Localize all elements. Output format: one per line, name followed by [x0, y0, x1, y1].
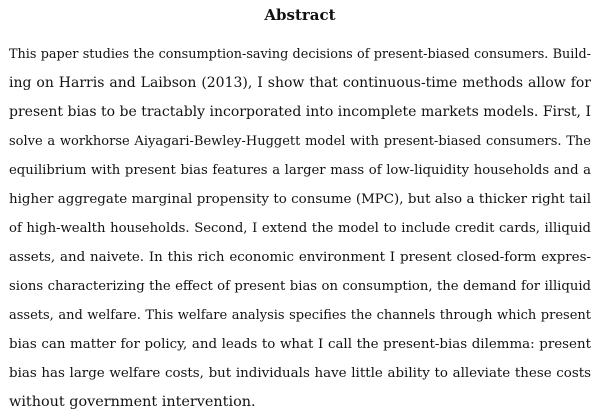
abstract-line: present bias to be tractably incorporated into incomplete markets models. First, I [9, 104, 591, 120]
abstract-line: This paper studies the consumption-saving decisions of present-biased consumers. Build- [9, 47, 591, 62]
abstract-line: ing on Harris and Laibson (2013), I show that continuous-time methods allow for [9, 75, 591, 91]
abstract-line: bias has large welfare costs, but individuals have little ability to alleviate these costs [9, 366, 591, 381]
abstract-line-last: without government intervention. [9, 394, 256, 410]
abstract-line: assets, and naivete. In this rich economic environment I present closed-form expres- [9, 250, 591, 265]
abstract-line: equilibrium with present bias features a larger mass of low-liquidity households and a [9, 163, 591, 178]
abstract-line: sions characterizing the effect of present bias on consumption, the demand for illiquid [9, 279, 591, 294]
abstract-heading: Abstract [264, 6, 336, 24]
abstract-line: solve a workhorse Aiyagari-Bewley-Huggett model with present-biased consumers. The [9, 134, 591, 149]
abstract-line: assets, and welfare. This welfare analysis specifies the channels through which present [9, 308, 591, 323]
abstract-line: bias can matter for policy, and leads to what I call the present-bias dilemma: present [9, 337, 591, 352]
abstract-body [9, 40, 591, 417]
abstract-line: of high-wealth households. Second, I extend the model to include credit cards, illiquid [9, 221, 591, 236]
abstract-line: higher aggregate marginal propensity to consume (MPC), but also a thicker right tail [9, 192, 591, 207]
